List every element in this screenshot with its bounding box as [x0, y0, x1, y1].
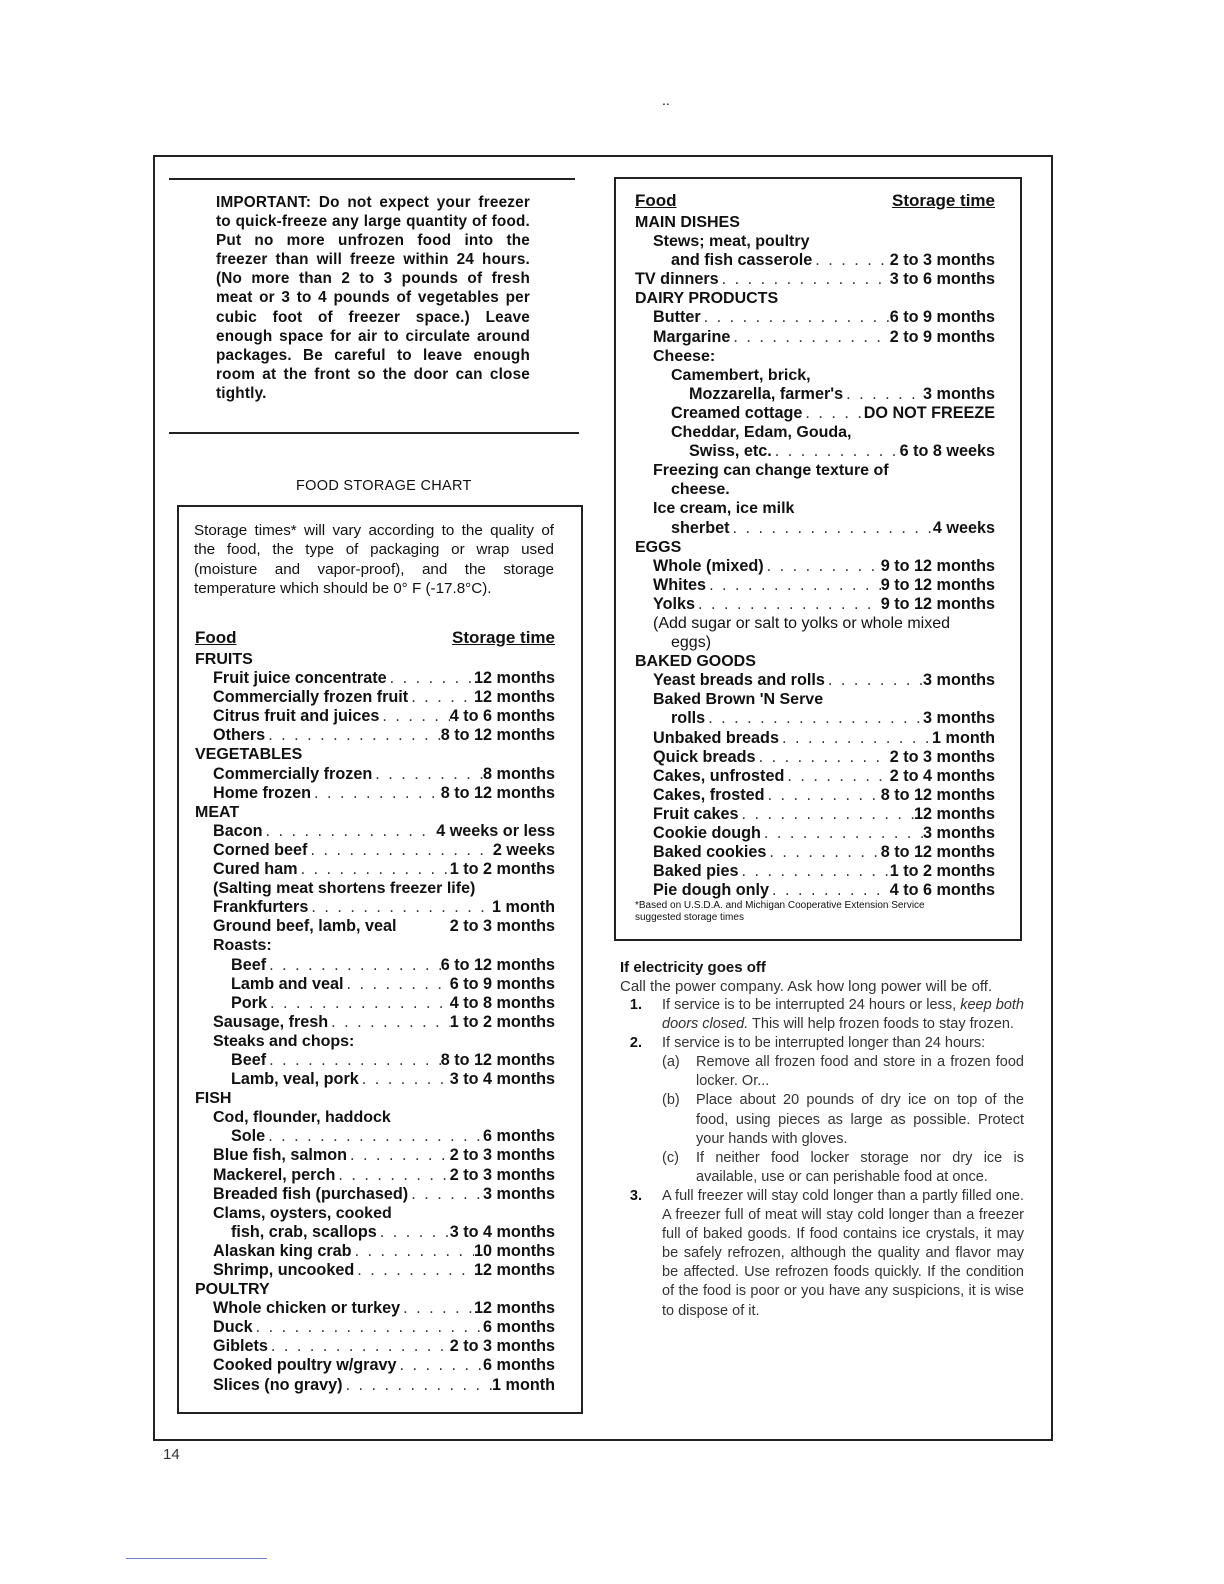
- storage-time: 8 to 12 months: [440, 783, 555, 802]
- storage-time: 8 months: [483, 764, 555, 783]
- item-number: 3.: [629, 1187, 642, 1204]
- dot-leader: [738, 862, 889, 881]
- dot-leader: [706, 576, 881, 595]
- storage-time: 4 to 8 months: [449, 993, 555, 1012]
- electricity-sub-a: [662, 1053, 1024, 1091]
- chart-row: [635, 862, 995, 881]
- food-name: Breaded fish (purchased): [213, 1184, 409, 1203]
- item-text: If service is to be interrupted longer than 24 hours:: [662, 1035, 986, 1052]
- storage-time: 1 to 2 months: [449, 1012, 555, 1031]
- chart-note: cheese.: [671, 481, 730, 499]
- item1-italic: keep both doors closed.: [662, 997, 1024, 1033]
- storage-time: 2 to 3 months: [449, 1146, 555, 1165]
- food-name: TV dinners: [635, 270, 719, 289]
- storage-time: DO NOT FREEZE: [863, 403, 995, 422]
- storage-time: 4 weeks or less: [436, 821, 555, 840]
- chart-row: [195, 994, 555, 1013]
- food-name: Ground beef, lamb, veal: [213, 917, 397, 936]
- bottom-link-line: [126, 1558, 267, 1559]
- chart-row: [635, 748, 995, 767]
- chart-row: [195, 1376, 555, 1395]
- dot-leader: [408, 688, 474, 707]
- chart-row: [635, 404, 995, 423]
- left-storage-chart: [195, 628, 555, 1395]
- dot-leader: [328, 1013, 450, 1032]
- dot-leader: [377, 1223, 450, 1242]
- storage-time: 2 to 3 months: [889, 251, 995, 270]
- chart-note: Camembert, brick,: [671, 366, 811, 384]
- item1-post: This will help frozen foods to stay frozen.: [752, 1016, 1014, 1033]
- storage-time: 6 to 9 months: [449, 974, 555, 993]
- food-name: Duck: [213, 1318, 253, 1337]
- dot-leader: [347, 1146, 450, 1165]
- chart-note: Steaks and chops:: [213, 1032, 355, 1050]
- storage-time: 8 to 12 months: [880, 785, 995, 804]
- dot-leader: [802, 404, 863, 423]
- food-name: Unbaked breads: [653, 728, 779, 747]
- chart-note: (Salting meat shortens freezer life): [213, 880, 476, 898]
- chart-note: Clams, oysters, cooked: [213, 1204, 392, 1222]
- chart-note: (Add sugar or salt to yolks or whole mixed: [653, 614, 951, 632]
- sub-label: (b): [662, 1092, 680, 1109]
- food-name: Slices (no gravy): [213, 1375, 343, 1394]
- chart-row: [195, 688, 555, 707]
- category-heading: MAIN DISHES: [635, 214, 740, 231]
- dot-leader: [298, 860, 450, 879]
- dot-leader: [701, 308, 890, 327]
- storage-time: 9 to 12 months: [880, 575, 995, 594]
- dot-leader: [784, 767, 889, 786]
- chart-row: [635, 843, 995, 862]
- storage-time: 2 to 3 months: [449, 1165, 555, 1184]
- dot-leader: [307, 841, 492, 860]
- food-name: Sausage, fresh: [213, 1012, 329, 1031]
- chart-note: Baked Brown 'N Serve: [653, 691, 824, 709]
- storage-time: 3 months: [923, 671, 995, 690]
- dot-leader: [764, 557, 881, 576]
- dot-leader: [719, 270, 890, 289]
- storage-time: 10 months: [474, 1241, 555, 1260]
- storage-time: 6 to 12 months: [440, 955, 555, 974]
- chart-row: [195, 1261, 555, 1280]
- sub-label: (a): [662, 1054, 680, 1071]
- dot-leader: [343, 975, 449, 994]
- storage-time: 8 to 12 months: [440, 1050, 555, 1069]
- food-name: Citrus fruit and juices: [213, 707, 380, 726]
- food-name: Sole: [231, 1127, 266, 1146]
- chart-note: Stews; meat, poultry: [653, 233, 810, 251]
- chart-row: [635, 824, 995, 843]
- storage-time: 8 to 12 months: [880, 843, 995, 862]
- storage-time: 1 to 2 months: [889, 862, 995, 881]
- storage-time: 12 months: [474, 669, 555, 688]
- chart-row: [635, 595, 995, 614]
- chart-row: [635, 442, 995, 461]
- chart-row: [635, 308, 995, 327]
- storage-time: 9 to 12 months: [880, 556, 995, 575]
- storage-time: 4 to 6 months: [889, 881, 995, 900]
- storage-time: 2 to 4 months: [889, 766, 995, 785]
- chart-row: [195, 860, 555, 879]
- food-name: Cakes, frosted: [653, 785, 765, 804]
- chart-row: [635, 385, 995, 404]
- dot-leader: [769, 881, 890, 900]
- food-name: Beef: [231, 955, 267, 974]
- food-name: Whites: [653, 575, 707, 594]
- storage-time: 3 months: [923, 709, 995, 728]
- chart-row: [195, 1318, 555, 1337]
- chart-row: [195, 1337, 555, 1356]
- storage-time: 4 to 6 months: [449, 707, 555, 726]
- food-name: Butter: [653, 308, 701, 327]
- food-name: Cookie dough: [653, 824, 761, 842]
- food-name: Swiss, etc.: [689, 442, 772, 461]
- storage-time: 2 to 3 months: [449, 1337, 555, 1356]
- dot-leader: [400, 1299, 474, 1318]
- dot-leader: [756, 748, 890, 767]
- dot-leader: [772, 442, 900, 461]
- chart-note: Cod, flounder, haddock: [213, 1109, 391, 1127]
- food-name: Yolks: [653, 594, 695, 613]
- storage-time: 3 months: [923, 824, 995, 842]
- category-heading: FRUITS: [195, 651, 253, 668]
- food-name: Baked pies: [653, 862, 739, 881]
- dot-leader: [268, 1337, 450, 1356]
- food-name: Commercially frozen: [213, 764, 373, 783]
- food-name: Alaskan king crab: [213, 1241, 352, 1260]
- dot-leader: [705, 709, 923, 728]
- dot-leader: [766, 843, 880, 862]
- chart-row: [195, 1146, 555, 1165]
- chart-row: [635, 881, 995, 900]
- chart-note: Roasts:: [213, 937, 272, 955]
- dot-leader: [825, 671, 923, 690]
- sub-text: Remove all frozen food and store in a frozen food locker. Or...: [696, 1054, 1024, 1090]
- chart-row: [195, 726, 555, 745]
- food-name: Lamb, veal, pork: [231, 1070, 359, 1089]
- page-number: 14: [163, 1446, 180, 1463]
- dot-leader: [397, 1356, 484, 1375]
- dot-leader: [343, 1376, 492, 1395]
- dot-leader: [335, 1166, 449, 1185]
- chart-row: [195, 1356, 555, 1375]
- chart-row: [195, 841, 555, 860]
- dot-leader: [779, 729, 932, 748]
- chart-lines: [195, 650, 555, 1395]
- food-name: Yeast breads and rolls: [653, 671, 825, 690]
- header-storage-time: Storage time: [452, 628, 555, 647]
- storage-time: 4 weeks: [932, 518, 995, 537]
- dot-leader: [266, 1051, 441, 1070]
- storage-time: 6 months: [483, 1318, 555, 1337]
- category-heading: MEAT: [195, 803, 240, 821]
- food-name: Fruit cakes: [653, 804, 739, 823]
- dot-leader: [308, 898, 492, 917]
- sub-text: Place about 20 pounds of dry ice on top of the food, using pieces as large as possible. Protect your hands with gloves.: [696, 1092, 1024, 1147]
- food-name: and fish casserole: [671, 251, 813, 270]
- chart-row: [195, 917, 555, 936]
- food-name: Baked cookies: [653, 843, 767, 862]
- chart-row: [635, 729, 995, 748]
- storage-time: 6 months: [483, 1356, 555, 1375]
- chart-row: [195, 1242, 555, 1261]
- chart-row: [635, 270, 995, 289]
- storage-time: 1 month: [932, 728, 995, 747]
- food-name: Bacon: [213, 821, 263, 840]
- category-heading: POULTRY: [195, 1281, 270, 1299]
- storage-time: 2 to 3 months: [889, 747, 995, 766]
- chart-intro: Storage times* will vary according to the quality of the food, the type of packaging or wrap used (moisture and vapor-proof), and the storage temperature which should be 0° F (-17.8°C).: [194, 522, 554, 597]
- food-name: Pie dough only: [653, 881, 770, 900]
- food-name: Margarine: [653, 327, 731, 346]
- right-storage-chart: [635, 191, 995, 923]
- electricity-section: [620, 958, 1024, 1321]
- storage-time: 9 to 12 months: [880, 594, 995, 613]
- category-heading: DAIRY PRODUCTS: [635, 290, 779, 308]
- dot-leader: [387, 669, 474, 688]
- storage-time: 1 month: [492, 1375, 555, 1394]
- food-name: Frankfurters: [213, 898, 309, 917]
- item-number: 2.: [629, 1035, 642, 1052]
- item-number: 1.: [629, 997, 642, 1013]
- food-name: Pork: [231, 993, 267, 1012]
- chart-lines: [635, 213, 995, 923]
- dot-leader: [408, 1185, 483, 1204]
- food-name: Quick breads: [653, 747, 756, 766]
- food-name: Mackerel, perch: [213, 1165, 336, 1184]
- chart-row: [635, 251, 995, 270]
- storage-time: 8 to 12 months: [440, 726, 555, 745]
- dot-leader: [266, 956, 441, 975]
- dot-leader: [765, 786, 881, 805]
- dot-leader: [265, 726, 441, 745]
- storage-time: 6 months: [483, 1127, 555, 1146]
- chart-row: [195, 956, 555, 975]
- dot-leader: [695, 595, 881, 614]
- header-food: Food: [635, 191, 677, 210]
- dot-leader: [359, 1070, 450, 1089]
- top-rule: [169, 178, 575, 180]
- chart-note: Cheddar, Edam, Gouda,: [671, 424, 852, 442]
- food-name: Cured ham: [213, 860, 298, 879]
- food-name: Beef: [231, 1050, 267, 1069]
- chart-note: Cheese:: [653, 347, 716, 365]
- chart-row: [195, 784, 555, 803]
- chart-row: [635, 709, 995, 728]
- chart-row: [195, 669, 555, 688]
- chart-footnote: suggested storage times: [635, 911, 744, 923]
- important-note: IMPORTANT: Do not expect your freezer to quick-freeze any large quantity of food. Put no more unfrozen food into the freezer than will freeze within 24 hours. (No more than 2 to 3 pounds of fresh meat or 3 to 4 pounds of vegetables per cubic foot of freezer space.) Leave enough space for air to circulate around packages. Be careful to leave enough room at the front so the door can close tightly.: [216, 194, 530, 402]
- food-name: rolls: [671, 709, 706, 728]
- storage-time: 12 months: [474, 1261, 555, 1279]
- food-name: Creamed cottage: [671, 403, 803, 422]
- category-heading: VEGETABLES: [195, 746, 303, 764]
- dot-leader: [730, 328, 889, 347]
- chart-row: [635, 786, 995, 805]
- item-text: [662, 996, 1024, 1034]
- storage-time: 3 months: [923, 384, 995, 403]
- dot-leader: [352, 1242, 474, 1261]
- dot-leader: [761, 824, 923, 843]
- food-name: sherbet: [671, 518, 730, 537]
- chart-row: [195, 1013, 555, 1032]
- chart-row: [195, 1051, 555, 1070]
- dot-leader: [738, 805, 914, 824]
- category-heading: BAKED GOODS: [635, 653, 756, 671]
- chart-row: [635, 576, 995, 595]
- storage-time: 3 to 4 months: [449, 1222, 555, 1241]
- category-heading: FISH: [195, 1090, 232, 1108]
- category-heading: EGGS: [635, 538, 682, 556]
- electricity-sub-b: [662, 1091, 1024, 1148]
- dot-leader: [311, 784, 441, 803]
- electricity-item-1: [620, 996, 1024, 1034]
- chart-row: [195, 1185, 555, 1204]
- electricity-sub-c: [662, 1149, 1024, 1187]
- food-name: Cooked poultry w/gravy: [213, 1356, 397, 1375]
- chart-header: [195, 628, 555, 650]
- food-name: Fruit juice concentrate: [213, 669, 387, 688]
- storage-time: 12 months: [914, 804, 995, 823]
- sub-label: (c): [662, 1149, 679, 1166]
- header-storage-time: Storage time: [892, 191, 995, 210]
- electricity-intro: Call the power company. Ask how long power will be off.: [620, 978, 993, 995]
- chart-row: [635, 671, 995, 690]
- food-name: Commercially frozen fruit: [213, 688, 409, 707]
- item-text: A full freezer will stay cold longer than a partly filled one. A freezer full of meat will stay cold longer than a freezer full of baked goods. If food contains ice crystals, it may be safely refrozen, although the quality and flavor may be affected. Use refrozen foods quickly. If the condition of the food is poor or you have any suspicions, it is wise to dispose of it.: [662, 1187, 1024, 1319]
- storage-time: 6 to 8 weeks: [899, 442, 995, 461]
- storage-time: 12 months: [474, 1299, 555, 1318]
- chart-row: [195, 1223, 555, 1242]
- dot-leader: [372, 765, 483, 784]
- sub-text: If neither food locker storage nor dry ice is available, use or can perishable food at once.: [696, 1149, 1024, 1185]
- storage-time: 3 to 4 months: [449, 1070, 555, 1089]
- food-name: Home frozen: [213, 783, 312, 802]
- storage-time: 2 to 9 months: [889, 327, 995, 346]
- chart-row: [635, 328, 995, 347]
- chart-title: FOOD STORAGE CHART: [296, 478, 472, 494]
- food-name: fish, crab, scallops: [231, 1222, 377, 1241]
- chart-footnote: *Based on U.S.D.A. and Michigan Cooperative Extension Service: [635, 900, 925, 912]
- food-name: Blue fish, salmon: [213, 1146, 348, 1165]
- dot-leader: [729, 519, 932, 538]
- food-name: Shrimp, uncooked: [213, 1261, 355, 1279]
- chart-row: [195, 1299, 555, 1318]
- dot-leader: [379, 707, 449, 726]
- chart-row: [195, 1127, 555, 1146]
- food-name: Giblets: [213, 1337, 268, 1356]
- storage-time: 3 months: [483, 1184, 555, 1203]
- top-mark: ..: [662, 92, 670, 108]
- chart-note: eggs): [671, 634, 712, 652]
- dot-leader: [262, 822, 436, 841]
- electricity-title: If electricity goes off: [620, 959, 766, 976]
- food-name: Lamb and veal: [231, 974, 344, 993]
- dot-leader: [843, 385, 923, 404]
- dot-leader: [253, 1318, 483, 1337]
- dot-leader: [265, 1127, 483, 1146]
- chart-row: [195, 975, 555, 994]
- storage-time: 12 months: [474, 688, 555, 707]
- chart-row: [195, 1070, 555, 1089]
- food-name: Others: [213, 726, 266, 745]
- item1-pre: If service is to be interrupted 24 hours or less,: [662, 997, 957, 1013]
- food-name: Whole (mixed): [653, 556, 764, 575]
- storage-time: 3 to 6 months: [889, 270, 995, 289]
- chart-note: Ice cream, ice milk: [653, 500, 795, 518]
- chart-note: Freezing can change texture of: [653, 462, 889, 480]
- electricity-item-3: [620, 1187, 1024, 1321]
- food-name: Mozzarella, farmer's: [689, 384, 844, 403]
- chart-row: [635, 805, 995, 824]
- storage-time: 6 to 9 months: [889, 308, 995, 327]
- chart-row: [195, 1166, 555, 1185]
- chart-header: [635, 191, 995, 213]
- important-bottom-rule: [169, 432, 579, 434]
- chart-row: [195, 822, 555, 841]
- storage-time: 1 to 2 months: [449, 860, 555, 879]
- chart-row: [635, 519, 995, 538]
- storage-time: 1 month: [492, 898, 555, 917]
- food-name: Cakes, unfrosted: [653, 766, 785, 785]
- chart-row: [195, 898, 555, 917]
- chart-row: [635, 557, 995, 576]
- dot-leader: [267, 994, 450, 1013]
- dot-leader: [812, 251, 890, 270]
- header-food: Food: [195, 628, 237, 647]
- dot-leader: [354, 1261, 474, 1280]
- food-name: Corned beef: [213, 840, 308, 859]
- chart-row: [195, 707, 555, 726]
- electricity-item-2: [620, 1034, 1024, 1053]
- food-name: Whole chicken or turkey: [213, 1299, 401, 1318]
- storage-time: 2 to 3 months: [449, 917, 555, 936]
- chart-row: [195, 765, 555, 784]
- chart-row: [635, 767, 995, 786]
- storage-time: 2 weeks: [492, 840, 555, 859]
